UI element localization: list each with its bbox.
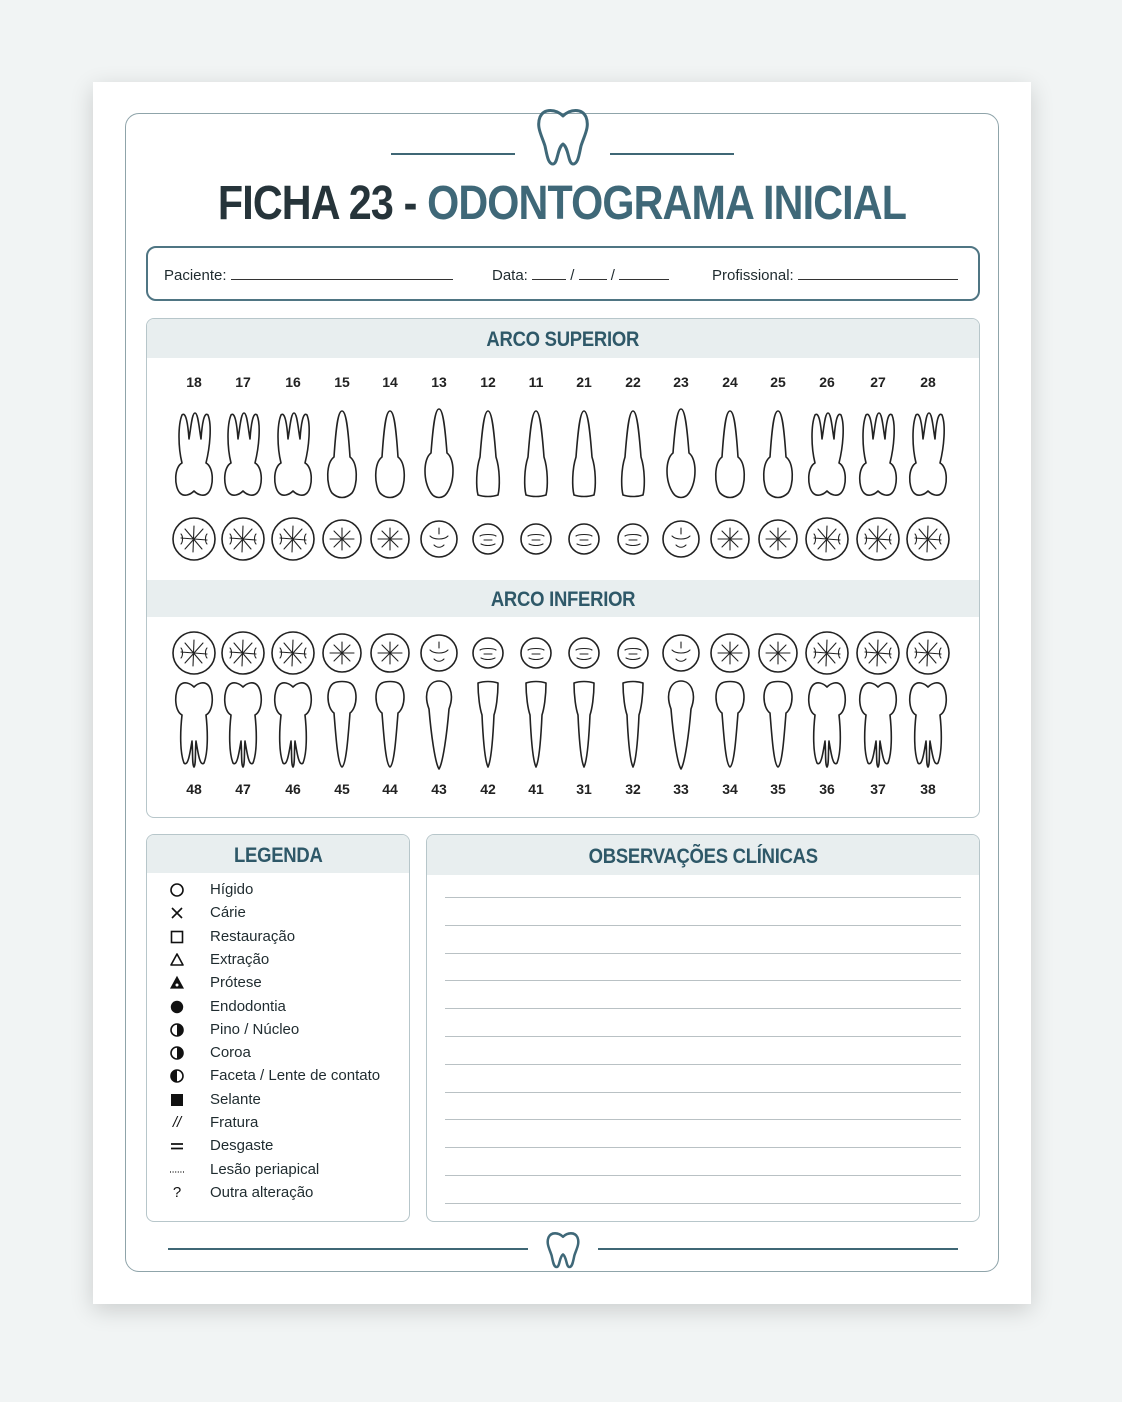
tooth-15-profile-icon[interactable]	[320, 407, 364, 499]
legend-item	[147, 879, 407, 901]
x-icon	[165, 902, 189, 924]
legend-item	[147, 1065, 407, 1087]
legend-title: LEGENDA	[233, 844, 323, 867]
tooth-42-occlusal-icon[interactable]	[463, 628, 513, 678]
double-slash-icon: //	[172, 1114, 182, 1131]
upper-arch-title: ARCO SUPERIOR	[486, 328, 640, 351]
tooth-number-15: 15	[334, 374, 350, 390]
profissional-blank[interactable]	[798, 267, 958, 280]
tooth-16-profile-icon[interactable]	[271, 407, 315, 499]
title-ficha: FICHA 23 -	[217, 177, 428, 230]
tooth-number-41: 41	[528, 781, 544, 797]
tooth-35-profile-icon[interactable]	[756, 679, 800, 771]
data-label: Data:	[492, 267, 528, 284]
patient-info-box	[146, 246, 980, 301]
legend-item	[147, 1112, 407, 1134]
odontogram-panel	[146, 318, 980, 818]
observation-line[interactable]	[445, 1119, 961, 1120]
tooth-logo-icon	[536, 106, 590, 168]
half-circle-icon	[165, 1019, 189, 1041]
tooth-36-profile-icon[interactable]	[805, 679, 849, 771]
legend-label: Prótese	[210, 974, 262, 992]
tooth-footer-icon	[546, 1230, 580, 1270]
legend-label: Restauração	[210, 927, 296, 945]
tooth-25-profile-icon[interactable]	[756, 407, 800, 499]
tooth-24-profile-icon[interactable]	[708, 407, 752, 499]
tooth-number-38: 38	[920, 781, 936, 797]
tooth-23-profile-icon[interactable]	[659, 407, 703, 499]
tooth-number-37: 37	[870, 781, 886, 797]
legend-item	[147, 926, 407, 948]
tooth-31-profile-icon[interactable]	[562, 679, 606, 771]
legend-item	[147, 1089, 407, 1111]
tooth-number-32: 32	[625, 781, 641, 797]
observations-header	[427, 835, 979, 875]
tooth-38-occlusal-icon[interactable]	[903, 628, 953, 678]
tooth-34-occlusal-icon[interactable]	[705, 628, 755, 678]
tooth-11-occlusal-icon[interactable]	[511, 514, 561, 564]
tooth-47-profile-icon[interactable]	[221, 679, 265, 771]
paciente-label: Paciente:	[164, 267, 227, 284]
square-icon	[165, 926, 189, 948]
tooth-number-33: 33	[673, 781, 689, 797]
tooth-number-48: 48	[186, 781, 202, 797]
tooth-35-occlusal-icon[interactable]	[753, 628, 803, 678]
tooth-number-26: 26	[819, 374, 835, 390]
tooth-number-21: 21	[576, 374, 592, 390]
tooth-number-16: 16	[285, 374, 301, 390]
tooth-17-profile-icon[interactable]	[221, 407, 265, 499]
dotted-line-icon	[165, 1159, 189, 1181]
tooth-32-profile-icon[interactable]	[611, 679, 655, 771]
observations-panel	[426, 834, 980, 1222]
tooth-12-occlusal-icon[interactable]	[463, 514, 513, 564]
tooth-number-47: 47	[235, 781, 251, 797]
equals-icon	[165, 1135, 189, 1157]
tooth-number-44: 44	[382, 781, 398, 797]
legend-item	[147, 996, 407, 1018]
tooth-13-occlusal-icon[interactable]	[414, 514, 464, 564]
tooth-44-profile-icon[interactable]	[368, 679, 412, 771]
tooth-18-occlusal-icon[interactable]	[169, 514, 219, 564]
tooth-48-occlusal-icon[interactable]	[169, 628, 219, 678]
tooth-11-profile-icon[interactable]	[514, 407, 558, 499]
bottom-left-rule	[168, 1248, 528, 1250]
tooth-number-17: 17	[235, 374, 251, 390]
legend-item	[147, 902, 407, 924]
tooth-15-occlusal-icon[interactable]	[317, 514, 367, 564]
tooth-22-profile-icon[interactable]	[611, 407, 655, 499]
observation-line[interactable]	[445, 1092, 961, 1093]
tooth-27-profile-icon[interactable]	[856, 407, 900, 499]
tooth-18-profile-icon[interactable]	[172, 407, 216, 499]
tooth-26-profile-icon[interactable]	[805, 407, 849, 499]
tooth-number-25: 25	[770, 374, 786, 390]
title-odontograma: ODONTOGRAMA INICIAL	[427, 177, 907, 230]
bottom-right-rule	[598, 1248, 958, 1250]
legend-item	[147, 949, 407, 971]
tooth-42-profile-icon[interactable]	[466, 679, 510, 771]
tooth-38-profile-icon[interactable]	[906, 679, 950, 771]
tooth-28-profile-icon[interactable]	[906, 407, 950, 499]
tooth-number-46: 46	[285, 781, 301, 797]
tooth-32-occlusal-icon[interactable]	[608, 628, 658, 678]
legend-panel	[146, 834, 410, 1222]
month-blank[interactable]	[579, 267, 607, 280]
tooth-13-profile-icon[interactable]	[417, 407, 461, 499]
data-field[interactable]	[492, 267, 669, 284]
tooth-number-22: 22	[625, 374, 641, 390]
tooth-24-occlusal-icon[interactable]	[705, 514, 755, 564]
tooth-28-occlusal-icon[interactable]	[903, 514, 953, 564]
tooth-41-profile-icon[interactable]	[514, 679, 558, 771]
top-right-rule	[610, 153, 734, 155]
legend-label: Hígido	[210, 881, 254, 898]
tooth-46-occlusal-icon[interactable]	[268, 628, 318, 678]
legend-label: Endodontia	[210, 997, 286, 1015]
observation-line[interactable]	[445, 980, 961, 981]
lower-arch-header	[147, 580, 979, 617]
day-blank[interactable]	[532, 267, 566, 280]
tooth-45-profile-icon[interactable]	[320, 679, 364, 771]
legend-item	[147, 1042, 407, 1064]
legend-item	[147, 1019, 407, 1041]
tooth-26-occlusal-icon[interactable]	[802, 514, 852, 564]
tooth-number-11: 11	[528, 374, 544, 390]
circle-icon	[165, 879, 189, 901]
top-left-rule	[391, 153, 515, 155]
question-icon: ?	[172, 1183, 182, 1201]
tooth-33-occlusal-icon[interactable]	[656, 628, 706, 678]
tooth-45-occlusal-icon[interactable]	[317, 628, 367, 678]
tooth-number-23: 23	[673, 374, 689, 390]
date-separator-1: /	[570, 267, 575, 284]
tooth-46-profile-icon[interactable]	[271, 679, 315, 771]
tooth-17-occlusal-icon[interactable]	[218, 514, 268, 564]
tooth-47-occlusal-icon[interactable]	[218, 628, 268, 678]
legend-item	[147, 972, 407, 994]
tooth-25-occlusal-icon[interactable]	[753, 514, 803, 564]
observation-line[interactable]	[445, 925, 961, 926]
tooth-number-24: 24	[722, 374, 738, 390]
year-blank[interactable]	[619, 267, 669, 280]
triangle-filled-icon	[165, 972, 189, 994]
tooth-16-occlusal-icon[interactable]	[268, 514, 318, 564]
tooth-41-occlusal-icon[interactable]	[511, 628, 561, 678]
legend-label: Cárie	[210, 904, 246, 922]
observation-line[interactable]	[445, 1203, 961, 1204]
tooth-37-profile-icon[interactable]	[856, 679, 900, 771]
legend-label: Pino / Núcleo	[210, 1020, 300, 1038]
tooth-43-occlusal-icon[interactable]	[414, 628, 464, 678]
tooth-number-34: 34	[722, 781, 738, 797]
observation-line[interactable]	[445, 1036, 961, 1037]
profissional-field[interactable]	[712, 267, 958, 284]
tooth-37-occlusal-icon[interactable]	[853, 628, 903, 678]
tooth-number-28: 28	[920, 374, 936, 390]
legend-header	[147, 835, 409, 873]
tooth-number-12: 12	[480, 374, 496, 390]
date-separator-2: /	[610, 267, 615, 284]
profissional-label: Profissional:	[712, 267, 794, 284]
legend-item	[147, 1135, 407, 1157]
tooth-34-profile-icon[interactable]	[708, 679, 752, 771]
tooth-33-profile-icon[interactable]	[659, 679, 703, 771]
observation-line[interactable]	[445, 1147, 961, 1148]
tooth-number-13: 13	[431, 374, 447, 390]
tooth-number-42: 42	[480, 781, 496, 797]
observation-line[interactable]	[445, 897, 961, 898]
legend-label: Fratura	[210, 1114, 259, 1131]
tooth-21-occlusal-icon[interactable]	[559, 514, 609, 564]
legend-label: Lesão periapical	[210, 1160, 320, 1178]
legend-label: Extração	[210, 950, 270, 968]
tooth-22-occlusal-icon[interactable]	[608, 514, 658, 564]
tooth-number-36: 36	[819, 781, 835, 797]
tooth-14-profile-icon[interactable]	[368, 407, 412, 499]
tooth-number-31: 31	[576, 781, 592, 797]
square-filled-icon	[165, 1089, 189, 1111]
legend-item	[147, 1159, 407, 1181]
tooth-36-occlusal-icon[interactable]	[802, 628, 852, 678]
observations-title: OBSERVAÇÕES CLÍNICAS	[588, 845, 818, 868]
legend-label: Faceta / Lente de contato	[210, 1067, 381, 1085]
tooth-number-45: 45	[334, 781, 350, 797]
paciente-blank[interactable]	[231, 267, 453, 280]
observation-line[interactable]	[445, 1008, 961, 1009]
tooth-14-occlusal-icon[interactable]	[365, 514, 415, 564]
tooth-12-profile-icon[interactable]	[466, 407, 510, 499]
half-circle-left-icon	[165, 1065, 189, 1087]
tooth-number-35: 35	[770, 781, 786, 797]
legend-label: Outra alteração	[210, 1183, 314, 1201]
tooth-27-occlusal-icon[interactable]	[853, 514, 903, 564]
observation-line[interactable]	[445, 1175, 961, 1176]
observation-line[interactable]	[445, 953, 961, 954]
circle-filled-icon	[165, 996, 189, 1018]
legend-label: Selante	[210, 1090, 261, 1108]
legend-label: Desgaste	[210, 1137, 274, 1155]
tooth-48-profile-icon[interactable]	[172, 679, 216, 771]
observation-line[interactable]	[445, 1064, 961, 1065]
tooth-21-profile-icon[interactable]	[562, 407, 606, 499]
tooth-43-profile-icon[interactable]	[417, 679, 461, 771]
triangle-outline-icon	[165, 949, 189, 971]
tooth-44-occlusal-icon[interactable]	[365, 628, 415, 678]
paciente-field[interactable]	[164, 267, 453, 284]
lower-arch-title: ARCO INFERIOR	[490, 588, 636, 611]
tooth-number-43: 43	[431, 781, 447, 797]
tooth-number-14: 14	[382, 374, 398, 390]
legend-label: Coroa	[210, 1044, 251, 1062]
tooth-31-occlusal-icon[interactable]	[559, 628, 609, 678]
page-title	[159, 176, 966, 231]
tooth-number-27: 27	[870, 374, 886, 390]
legend-item	[147, 1182, 407, 1204]
half-circle-icon	[165, 1042, 189, 1064]
upper-arch-header	[147, 319, 979, 358]
tooth-number-18: 18	[186, 374, 202, 390]
tooth-23-occlusal-icon[interactable]	[656, 514, 706, 564]
